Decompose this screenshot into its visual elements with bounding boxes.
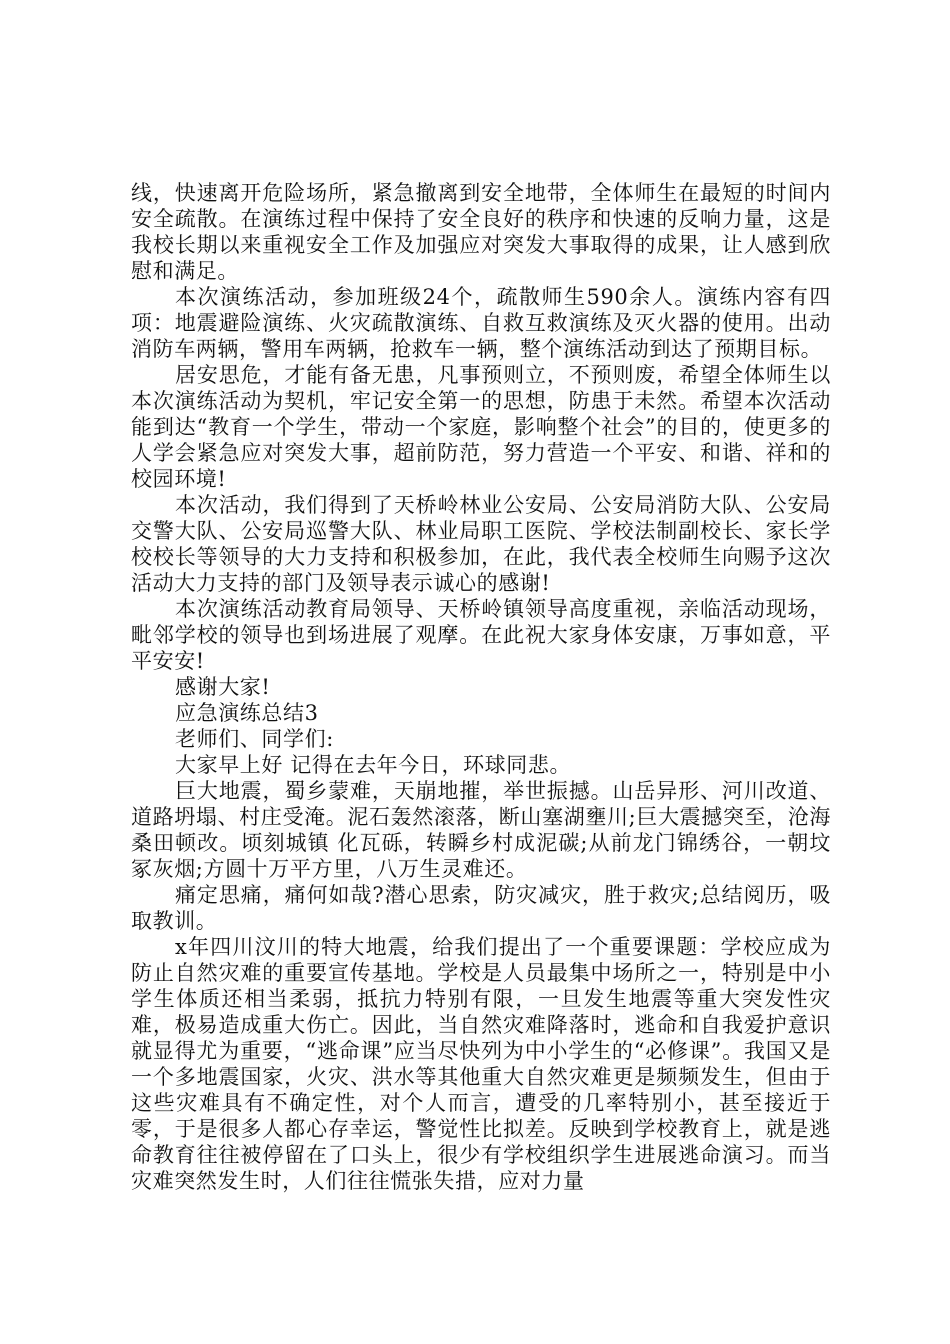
section-heading: 应急演练总结3: [175, 701, 319, 725]
paragraph-10: 巨大地震，蜀乡蒙难，天崩地摧，举世振撼。山岳异形、河川改道、道路坍塌、村庄受淹。泥石轰然滚落，断山塞湖壅川;巨大震撼突至，沧海桑田顿改。顷刻城镇 化瓦砾，转瞬乡村成泥碳;从前龙门锦绣谷，一朝坟冢灰烟;方圆十万平方里，八万生灵难还。: [131, 779, 831, 881]
paragraph-9: 大家早上好 记得在去年今日，环球同悲。: [175, 753, 572, 777]
paragraph-12: x年四川汶川的特大地震，给我们提出了一个重要课题：学校应成为防止自然灾难的重要宣传基地。学校是人员最集中场所之一，特别是中小学生体质还相当柔弱，抵抗力特别有限，一旦发生地震等重大突发性灾难，极易造成重大伤亡。因此，当自然灾难降落时，逃命和自我爱护意识就显得尤为重要，“逃命课”应当尽快列为中小学生的“必修课”。我国又是一个多地震国家，火灾、洪水等其他重大自然灾难更是频频发生，但由于这些灾难具有不确定性，对个人而言，遭受的几率特别小，甚至接近于零，于是很多人都心存幸运，警觉性比拟差。反映到学校教育上，就是逃命教育往往被停留在了口头上，很少有学校组织学生进展逃命演习。而当灾难突然发生时，人们往往慌张失措，应对力量: [131, 935, 831, 1193]
paragraph-6: 感谢大家!: [175, 675, 271, 699]
salutation: 老师们、同学们:: [175, 727, 334, 751]
paragraph-11: 痛定思痛，痛何如哉?潜心思索，防灾减灾，胜于救灾;总结阅历，吸取教训。: [131, 883, 831, 933]
paragraph-5: 本次演练活动教育局领导、天桥岭镇领导高度重视，亲临活动现场，毗邻学校的领导也到场进展了观摩。在此祝大家身体安康，万事如意，平平安安!: [131, 597, 831, 673]
paragraph-2: 本次演练活动，参加班级24个，疏散师生590余人。演练内容有四项：地震避险演练、火灾疏散演练、自救互救演练及灭火器的使用。出动消防车两辆，警用车两辆，抢救车一辆，整个演练活动到达了预期目标。: [131, 285, 831, 361]
document-body: [131, 180, 831, 1194]
paragraph-1: 线，快速离开危险场所，紧急撤离到安全地带，全体师生在最短的时间内安全疏散。在演练过程中保持了安全良好的秩序和快速的反响力量，这是我校长期以来重视安全工作及加强应对突发大事取得的成果，让人感到欣慰和满足。: [131, 181, 831, 283]
paragraph-4: 本次活动，我们得到了天桥岭林业公安局、公安局消防大队、公安局交警大队、公安局巡警大队、林业局职工医院、学校法制副校长、家长学校校长等领导的大力支持和积极参加，在此，我代表全校师生向赐予这次活动大力支持的部门及领导表示诚心的感谢!: [131, 493, 831, 595]
paragraph-3: 居安思危，才能有备无患，凡事预则立，不预则废，希望全体师生以本次演练活动为契机，牢记安全第一的思想，防患于未然。希望本次活动能到达“教育一个学生，带动一个家庭，影响整个社会”的目的，使更多的人学会紧急应对突发大事，超前防范，努力营造一个平安、和谐、祥和的校园环境!: [131, 363, 831, 491]
